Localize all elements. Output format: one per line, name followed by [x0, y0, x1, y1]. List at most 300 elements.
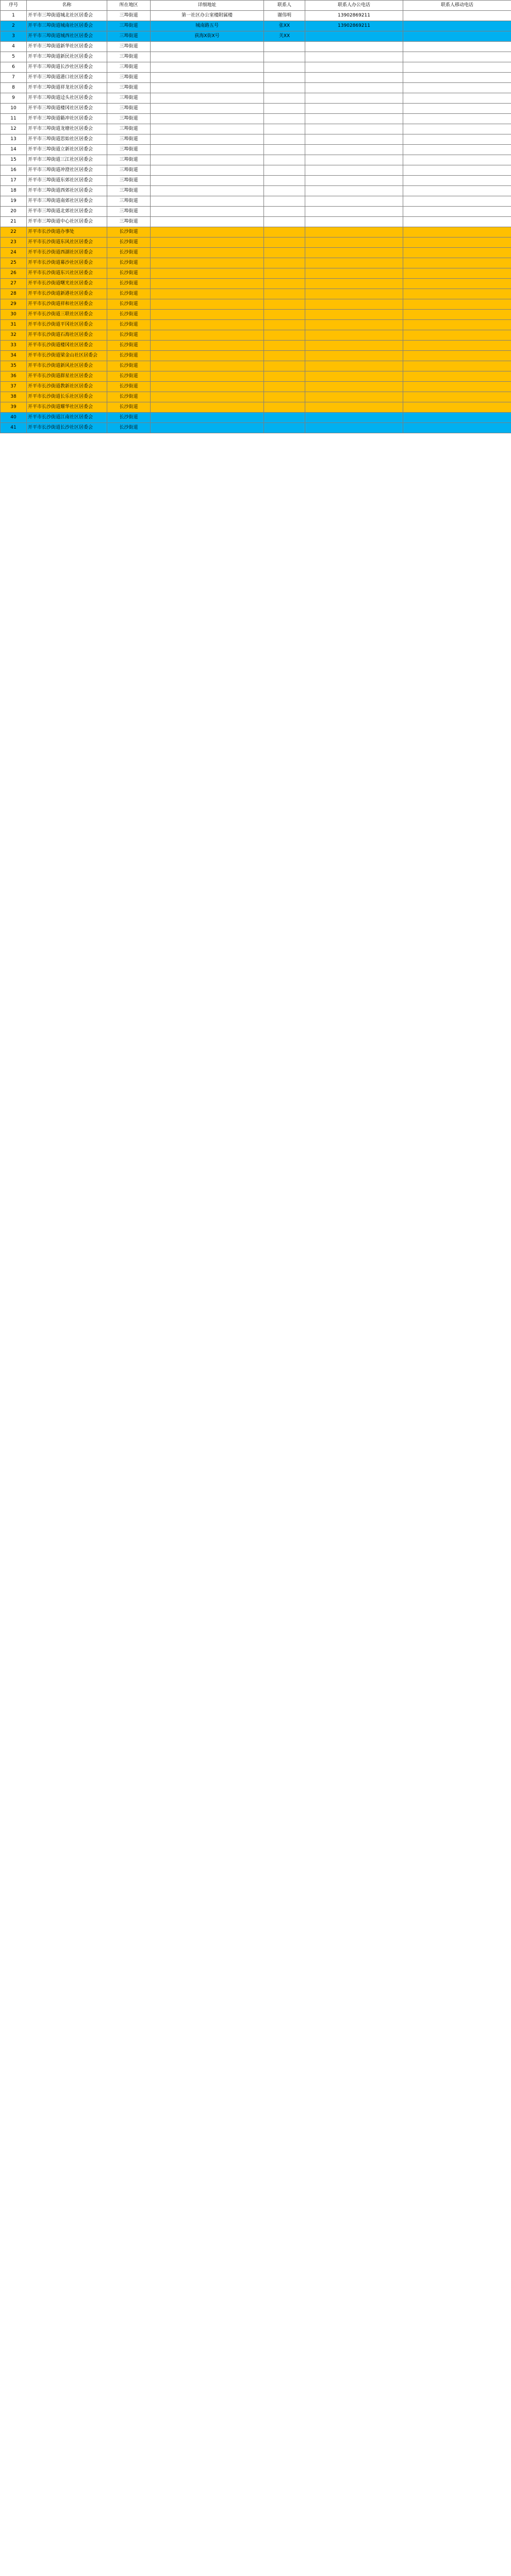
row-no-cell: 23 — [1, 238, 27, 248]
row-contact-cell — [264, 62, 305, 73]
row-office-phone-cell — [305, 413, 403, 423]
row-name-cell: 开平市三埠街道城北社区居委会 — [27, 11, 107, 21]
row-name-cell: 开平市长沙街道东兴社区居委会 — [27, 268, 107, 279]
row-no-cell: 35 — [1, 361, 27, 371]
table-row — [1, 155, 511, 165]
row-mobile-phone-cell — [403, 52, 511, 62]
row-office-phone-cell — [305, 371, 403, 382]
row-address-cell — [151, 93, 264, 104]
row-no-cell: 25 — [1, 258, 27, 268]
row-address-cell — [151, 176, 264, 186]
row-mobile-phone-cell — [403, 217, 511, 227]
row-office-phone-cell — [305, 196, 403, 207]
row-contact-cell — [264, 341, 305, 351]
row-mobile-phone-cell — [403, 402, 511, 413]
row-no-cell: 18 — [1, 186, 27, 196]
row-mobile-phone-cell — [403, 330, 511, 341]
row-mobile-phone-cell — [403, 238, 511, 248]
table-row — [1, 11, 511, 21]
row-address-cell — [151, 207, 264, 217]
row-address-cell — [151, 423, 264, 433]
row-area-cell: 三埠街道 — [107, 186, 151, 196]
table-row — [1, 207, 511, 217]
row-mobile-phone-cell — [403, 268, 511, 279]
row-office-phone-cell — [305, 42, 403, 52]
table-row — [1, 42, 511, 52]
row-mobile-phone-cell — [403, 371, 511, 382]
header-name: 名称 — [27, 1, 107, 11]
table-row — [1, 186, 511, 196]
row-mobile-phone-cell — [403, 11, 511, 21]
row-mobile-phone-cell — [403, 341, 511, 351]
row-contact-cell — [264, 104, 305, 114]
row-name-cell: 开平市长沙街道东风社区居委会 — [27, 238, 107, 248]
row-area-cell: 长沙街道 — [107, 299, 151, 310]
row-area-cell: 长沙街道 — [107, 351, 151, 361]
row-no-cell: 32 — [1, 330, 27, 341]
row-area-cell: 三埠街道 — [107, 11, 151, 21]
row-address-cell — [151, 42, 264, 52]
row-mobile-phone-cell — [403, 83, 511, 93]
table-row — [1, 83, 511, 93]
row-office-phone-cell — [305, 217, 403, 227]
row-area-cell: 三埠街道 — [107, 217, 151, 227]
row-mobile-phone-cell — [403, 227, 511, 238]
row-contact-cell — [264, 134, 305, 145]
row-mobile-phone-cell — [403, 196, 511, 207]
row-no-cell: 29 — [1, 299, 27, 310]
row-name-cell: 开平市长沙街道江南社区居委会 — [27, 413, 107, 423]
row-no-cell: 14 — [1, 145, 27, 155]
row-name-cell: 开平市三埠街道迳头社区居委会 — [27, 93, 107, 104]
row-no-cell: 41 — [1, 423, 27, 433]
row-contact-cell — [264, 299, 305, 310]
row-name-cell: 开平市三埠街道簕冲社区居委会 — [27, 114, 107, 124]
row-area-cell: 三埠街道 — [107, 124, 151, 134]
table-row — [1, 361, 511, 371]
row-name-cell: 开平市长沙街道新港社区居委会 — [27, 289, 107, 299]
row-name-cell: 开平市三埠街道港口社区居委会 — [27, 73, 107, 83]
row-no-cell: 36 — [1, 371, 27, 382]
table-row — [1, 341, 511, 351]
row-name-cell: 开平市三埠街道龙塘社区居委会 — [27, 124, 107, 134]
row-address-cell — [151, 320, 264, 330]
row-name-cell: 开平市三埠街道立新社区居委会 — [27, 145, 107, 155]
row-name-cell: 开平市三埠街道长沙社区居委会 — [27, 62, 107, 73]
community-contact-table — [0, 0, 511, 433]
row-area-cell: 三埠街道 — [107, 134, 151, 145]
row-address-cell — [151, 124, 264, 134]
row-mobile-phone-cell — [403, 361, 511, 371]
row-area-cell: 长沙街道 — [107, 413, 151, 423]
header-office-phone: 联系人办公电话 — [305, 1, 403, 11]
row-no-cell: 15 — [1, 155, 27, 165]
row-contact-cell — [264, 196, 305, 207]
row-address-cell — [151, 217, 264, 227]
row-contact-cell — [264, 42, 305, 52]
row-name-cell: 开平市长沙街道长乐社区居委会 — [27, 392, 107, 402]
row-name-cell: 开平市长沙街道楼冈社区居委会 — [27, 341, 107, 351]
row-contact-cell — [264, 114, 305, 124]
table-row — [1, 196, 511, 207]
row-no-cell: 24 — [1, 248, 27, 258]
row-office-phone-cell — [305, 176, 403, 186]
row-mobile-phone-cell — [403, 382, 511, 392]
row-address-cell — [151, 238, 264, 248]
row-contact-cell — [264, 227, 305, 238]
row-office-phone-cell — [305, 134, 403, 145]
row-no-cell: 27 — [1, 279, 27, 289]
row-contact-cell: 关XX — [264, 31, 305, 42]
row-contact-cell — [264, 238, 305, 248]
header-area: 所在地区 — [107, 1, 151, 11]
row-contact-cell — [264, 413, 305, 423]
row-office-phone-cell — [305, 186, 403, 196]
header-row — [1, 1, 511, 11]
row-office-phone-cell — [305, 104, 403, 114]
row-office-phone-cell — [305, 248, 403, 258]
row-contact-cell — [264, 330, 305, 341]
row-area-cell: 三埠街道 — [107, 196, 151, 207]
row-mobile-phone-cell — [403, 320, 511, 330]
row-office-phone-cell — [305, 52, 403, 62]
row-no-cell: 26 — [1, 268, 27, 279]
row-area-cell: 长沙街道 — [107, 402, 151, 413]
table-row — [1, 310, 511, 320]
row-area-cell: 三埠街道 — [107, 73, 151, 83]
row-address-cell: 城南路五号 — [151, 21, 264, 31]
row-area-cell: 长沙街道 — [107, 279, 151, 289]
row-office-phone-cell: 13902869211 — [305, 11, 403, 21]
row-contact-cell — [264, 73, 305, 83]
row-office-phone-cell — [305, 361, 403, 371]
row-mobile-phone-cell — [403, 176, 511, 186]
row-contact-cell: 张XX — [264, 21, 305, 31]
row-contact-cell — [264, 124, 305, 134]
row-no-cell: 8 — [1, 83, 27, 93]
row-name-cell: 开平市长沙街道平冈社区居委会 — [27, 320, 107, 330]
row-no-cell: 10 — [1, 104, 27, 114]
row-name-cell: 开平市长沙街道祥和社区居委会 — [27, 299, 107, 310]
spreadsheet — [0, 0, 511, 433]
row-area-cell: 长沙街道 — [107, 238, 151, 248]
table-row — [1, 93, 511, 104]
row-no-cell: 6 — [1, 62, 27, 73]
row-mobile-phone-cell — [403, 207, 511, 217]
row-no-cell: 38 — [1, 392, 27, 402]
header-contact: 联系人 — [264, 1, 305, 11]
row-contact-cell — [264, 423, 305, 433]
row-mobile-phone-cell — [403, 258, 511, 268]
row-address-cell — [151, 83, 264, 93]
row-contact-cell — [264, 155, 305, 165]
row-contact-cell — [264, 289, 305, 299]
row-name-cell: 开平市三埠街道南郊社区居委会 — [27, 196, 107, 207]
row-no-cell: 30 — [1, 310, 27, 320]
row-name-cell: 开平市长沙街道梁金山社区居委会 — [27, 351, 107, 361]
row-office-phone-cell — [305, 402, 403, 413]
row-area-cell: 三埠街道 — [107, 52, 151, 62]
row-office-phone-cell — [305, 299, 403, 310]
row-contact-cell — [264, 165, 305, 176]
row-office-phone-cell: 13902869211 — [305, 21, 403, 31]
row-name-cell: 开平市三埠街道东郊社区居委会 — [27, 176, 107, 186]
row-mobile-phone-cell — [403, 31, 511, 42]
row-mobile-phone-cell — [403, 279, 511, 289]
row-contact-cell — [264, 217, 305, 227]
row-name-cell: 开平市三埠街道西郊社区居委会 — [27, 186, 107, 196]
row-no-cell: 31 — [1, 320, 27, 330]
row-address-cell — [151, 402, 264, 413]
row-name-cell: 开平市长沙街道西湖社区居委会 — [27, 248, 107, 258]
row-area-cell: 长沙街道 — [107, 423, 151, 433]
row-area-cell: 三埠街道 — [107, 155, 151, 165]
row-office-phone-cell — [305, 62, 403, 73]
row-name-cell: 开平市三埠街道三江社区居委会 — [27, 155, 107, 165]
table-row — [1, 227, 511, 238]
row-address-cell — [151, 104, 264, 114]
row-no-cell: 9 — [1, 93, 27, 104]
row-name-cell: 开平市长沙街道三联社区居委会 — [27, 310, 107, 320]
table-row — [1, 371, 511, 382]
row-mobile-phone-cell — [403, 248, 511, 258]
row-name-cell: 开平市长沙街道新风社区居委会 — [27, 361, 107, 371]
row-no-cell: 21 — [1, 217, 27, 227]
table-row — [1, 134, 511, 145]
row-name-cell: 开平市长沙街道教新社区居委会 — [27, 382, 107, 392]
header-address: 详细地址 — [151, 1, 264, 11]
table-row — [1, 217, 511, 227]
row-no-cell: 2 — [1, 21, 27, 31]
row-contact-cell — [264, 176, 305, 186]
table-row — [1, 320, 511, 330]
row-no-cell: 13 — [1, 134, 27, 145]
row-area-cell: 三埠街道 — [107, 21, 151, 31]
table-row — [1, 330, 511, 341]
row-office-phone-cell — [305, 207, 403, 217]
row-no-cell: 5 — [1, 52, 27, 62]
table-row — [1, 165, 511, 176]
row-address-cell — [151, 413, 264, 423]
row-office-phone-cell — [305, 279, 403, 289]
table-row — [1, 238, 511, 248]
row-office-phone-cell — [305, 93, 403, 104]
row-contact-cell — [264, 382, 305, 392]
row-office-phone-cell — [305, 83, 403, 93]
row-area-cell: 长沙街道 — [107, 248, 151, 258]
row-office-phone-cell — [305, 73, 403, 83]
header-mobile-phone: 联系人移动电话 — [403, 1, 511, 11]
row-contact-cell — [264, 207, 305, 217]
row-office-phone-cell — [305, 392, 403, 402]
row-contact-cell — [264, 268, 305, 279]
row-area-cell: 长沙街道 — [107, 341, 151, 351]
table-row — [1, 258, 511, 268]
row-contact-cell: 谢伟明 — [264, 11, 305, 21]
row-office-phone-cell — [305, 330, 403, 341]
table-body — [1, 11, 511, 433]
row-office-phone-cell — [305, 351, 403, 361]
row-no-cell: 39 — [1, 402, 27, 413]
row-office-phone-cell — [305, 382, 403, 392]
row-no-cell: 1 — [1, 11, 27, 21]
table-row — [1, 104, 511, 114]
table-row — [1, 176, 511, 186]
row-contact-cell — [264, 320, 305, 330]
row-address-cell — [151, 155, 264, 165]
row-contact-cell — [264, 392, 305, 402]
row-mobile-phone-cell — [403, 289, 511, 299]
table-row — [1, 268, 511, 279]
row-contact-cell — [264, 93, 305, 104]
row-name-cell: 开平市长沙街道群星社区居委会 — [27, 371, 107, 382]
row-address-cell — [151, 289, 264, 299]
row-address-cell — [151, 52, 264, 62]
row-no-cell: 33 — [1, 341, 27, 351]
row-address-cell — [151, 341, 264, 351]
row-area-cell: 长沙街道 — [107, 320, 151, 330]
row-name-cell: 开平市长沙街道曙光社区居委会 — [27, 279, 107, 289]
row-address-cell — [151, 371, 264, 382]
row-office-phone-cell — [305, 341, 403, 351]
table-row — [1, 73, 511, 83]
row-contact-cell — [264, 145, 305, 155]
row-mobile-phone-cell — [403, 165, 511, 176]
row-address-cell — [151, 73, 264, 83]
table-row — [1, 62, 511, 73]
row-area-cell: 三埠街道 — [107, 93, 151, 104]
row-area-cell: 三埠街道 — [107, 42, 151, 52]
row-contact-cell — [264, 402, 305, 413]
row-address-cell — [151, 145, 264, 155]
row-address-cell — [151, 258, 264, 268]
row-mobile-phone-cell — [403, 186, 511, 196]
table-row — [1, 351, 511, 361]
row-area-cell: 长沙街道 — [107, 227, 151, 238]
row-area-cell: 三埠街道 — [107, 31, 151, 42]
row-office-phone-cell — [305, 238, 403, 248]
row-no-cell: 40 — [1, 413, 27, 423]
row-name-cell: 开平市长沙街道耀华社区居委会 — [27, 402, 107, 413]
row-name-cell: 开平市三埠街道北郊社区居委会 — [27, 207, 107, 217]
row-mobile-phone-cell — [403, 104, 511, 114]
row-area-cell: 长沙街道 — [107, 392, 151, 402]
row-area-cell: 三埠街道 — [107, 114, 151, 124]
row-area-cell: 长沙街道 — [107, 371, 151, 382]
row-name-cell: 开平市三埠街道新华社区居委会 — [27, 42, 107, 52]
row-address-cell — [151, 310, 264, 320]
row-address-cell — [151, 279, 264, 289]
row-address-cell — [151, 227, 264, 238]
row-mobile-phone-cell — [403, 93, 511, 104]
row-area-cell: 长沙街道 — [107, 268, 151, 279]
row-office-phone-cell — [305, 227, 403, 238]
row-mobile-phone-cell — [403, 299, 511, 310]
row-area-cell: 三埠街道 — [107, 83, 151, 93]
row-contact-cell — [264, 186, 305, 196]
row-address-cell — [151, 268, 264, 279]
row-address-cell — [151, 62, 264, 73]
row-no-cell: 7 — [1, 73, 27, 83]
row-area-cell: 三埠街道 — [107, 62, 151, 73]
row-address-cell — [151, 382, 264, 392]
row-address-cell — [151, 134, 264, 145]
row-mobile-phone-cell — [403, 423, 511, 433]
row-contact-cell — [264, 248, 305, 258]
row-name-cell: 开平市三埠街道新民社区居委会 — [27, 52, 107, 62]
table-row — [1, 392, 511, 402]
row-address-cell: 荻海X街X号 — [151, 31, 264, 42]
row-name-cell: 开平市长沙街道石海社区居委会 — [27, 330, 107, 341]
row-no-cell: 34 — [1, 351, 27, 361]
row-address-cell — [151, 299, 264, 310]
row-address-cell — [151, 248, 264, 258]
row-address-cell — [151, 196, 264, 207]
row-name-cell: 开平市三埠街道祥龙社区居委会 — [27, 83, 107, 93]
row-mobile-phone-cell — [403, 114, 511, 124]
row-area-cell: 三埠街道 — [107, 145, 151, 155]
row-office-phone-cell — [305, 423, 403, 433]
table-row — [1, 145, 511, 155]
row-name-cell: 开平市长沙街道幕沙社区居委会 — [27, 258, 107, 268]
row-mobile-phone-cell — [403, 21, 511, 31]
row-address-cell — [151, 330, 264, 341]
table-row — [1, 31, 511, 42]
row-office-phone-cell — [305, 124, 403, 134]
row-name-cell: 开平市三埠街道冲澄社区居委会 — [27, 165, 107, 176]
row-mobile-phone-cell — [403, 413, 511, 423]
row-name-cell: 开平市三埠街道中心社区居委会 — [27, 217, 107, 227]
row-contact-cell — [264, 83, 305, 93]
row-mobile-phone-cell — [403, 124, 511, 134]
row-address-cell — [151, 392, 264, 402]
row-mobile-phone-cell — [403, 62, 511, 73]
row-area-cell: 长沙街道 — [107, 310, 151, 320]
row-contact-cell — [264, 258, 305, 268]
row-area-cell: 三埠街道 — [107, 104, 151, 114]
row-address-cell — [151, 186, 264, 196]
row-contact-cell — [264, 279, 305, 289]
row-address-cell — [151, 361, 264, 371]
row-area-cell: 三埠街道 — [107, 165, 151, 176]
row-name-cell: 开平市三埠街道城南社区居委会 — [27, 21, 107, 31]
table-row — [1, 124, 511, 134]
row-no-cell: 22 — [1, 227, 27, 238]
row-area-cell: 三埠街道 — [107, 176, 151, 186]
row-name-cell: 开平市三埠街道城西社区居委会 — [27, 31, 107, 42]
row-mobile-phone-cell — [403, 392, 511, 402]
row-mobile-phone-cell — [403, 134, 511, 145]
row-office-phone-cell — [305, 320, 403, 330]
row-no-cell: 20 — [1, 207, 27, 217]
row-contact-cell — [264, 52, 305, 62]
row-area-cell: 长沙街道 — [107, 289, 151, 299]
row-no-cell: 28 — [1, 289, 27, 299]
row-name-cell: 开平市三埠街道楼冈社区居委会 — [27, 104, 107, 114]
row-contact-cell — [264, 371, 305, 382]
table-row — [1, 279, 511, 289]
row-mobile-phone-cell — [403, 310, 511, 320]
row-address-cell: 第一社区办公室楼附属楼 — [151, 11, 264, 21]
row-no-cell: 17 — [1, 176, 27, 186]
row-address-cell — [151, 351, 264, 361]
row-office-phone-cell — [305, 114, 403, 124]
header-no: 序号 — [1, 1, 27, 11]
table-row — [1, 248, 511, 258]
row-office-phone-cell — [305, 165, 403, 176]
row-name-cell: 开平市长沙街道长沙社区居委会 — [27, 423, 107, 433]
row-mobile-phone-cell — [403, 42, 511, 52]
